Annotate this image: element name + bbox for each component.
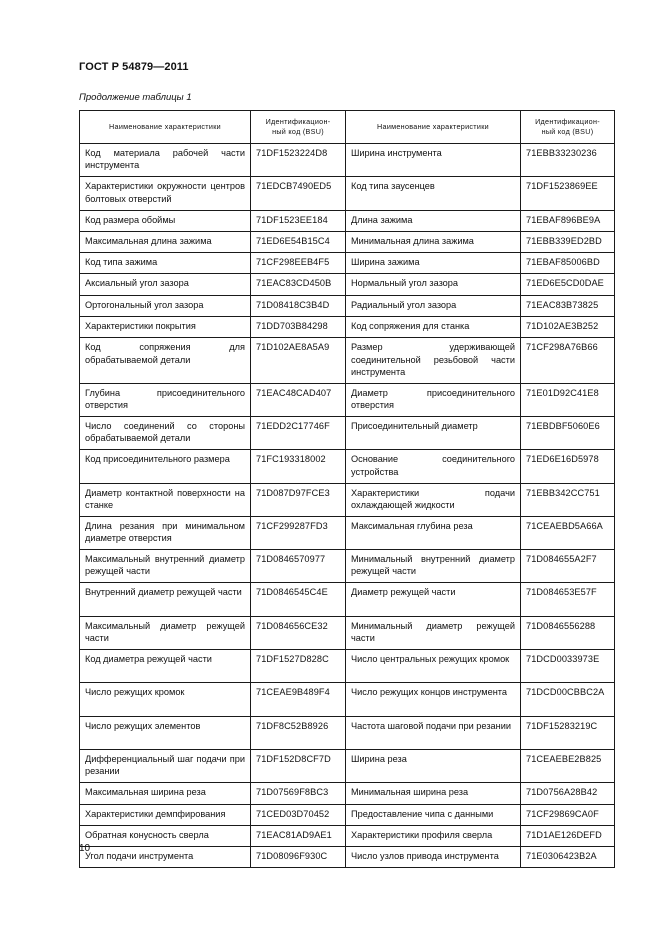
column-header-code-2: Идентификацион- ный код (BSU) <box>521 111 615 144</box>
bsu-code-cell: 71DF8C52B8926 <box>251 716 346 749</box>
characteristic-name-cell: Минимальный диаметр режущей части <box>346 616 521 649</box>
characteristic-name-cell: Код типа заусенцев <box>346 177 521 210</box>
document-standard-title: ГОСТ Р 54879—2011 <box>79 61 189 73</box>
characteristic-name-cell: Максимальный внутренний диаметр режущей части <box>80 550 251 583</box>
bsu-code-cell: 71CED03D70452 <box>251 804 346 825</box>
characteristic-name-cell: Минимальная длина зажима <box>346 231 521 252</box>
characteristic-name-cell: Характеристики окружности центров болтовых отверстий <box>80 177 251 210</box>
bsu-code-cell: 71CF298A76B66 <box>521 338 615 383</box>
bsu-code-cell: 71ED6E5CD0DAE <box>521 274 615 295</box>
characteristic-name-cell: Присоединительный диаметр <box>346 416 521 449</box>
characteristics-table <box>79 110 615 868</box>
characteristic-name-cell: Код сопряжения для обрабатываемой детали <box>80 338 251 383</box>
table-row <box>80 210 615 231</box>
table-row <box>80 338 615 383</box>
table-row <box>80 783 615 804</box>
bsu-code-cell: 71EBAF85006BD <box>521 253 615 274</box>
table-row <box>80 616 615 649</box>
bsu-code-cell: 71DD703B84298 <box>251 317 346 338</box>
characteristic-name-cell: Код материала рабочей части инструмента <box>80 144 251 177</box>
bsu-code-cell: 71D102AE3B252 <box>521 317 615 338</box>
table-row <box>80 274 615 295</box>
bsu-code-cell: 71CEAE9B489F4 <box>251 683 346 716</box>
bsu-code-cell: 71EBB33230236 <box>521 144 615 177</box>
bsu-code-cell: 71CF29869CA0F <box>521 804 615 825</box>
characteristic-name-cell: Максимальная ширина реза <box>80 783 251 804</box>
characteristic-name-cell: Число центральных режущих кромок <box>346 650 521 683</box>
table-row <box>80 804 615 825</box>
table-row <box>80 450 615 483</box>
characteristic-name-cell: Число режущих кромок <box>80 683 251 716</box>
table-row <box>80 383 615 416</box>
bsu-code-cell: 71D0756A28B42 <box>521 783 615 804</box>
characteristic-name-cell: Угол подачи инструмента <box>80 847 251 868</box>
bsu-code-cell: 71D08418C3B4D <box>251 295 346 316</box>
characteristic-name-cell: Код типа зажима <box>80 253 251 274</box>
characteristic-name-cell: Внутренний диаметр режущей части <box>80 583 251 616</box>
characteristic-name-cell: Частота шаговой подачи при резании <box>346 716 521 749</box>
table-body <box>80 144 615 868</box>
bsu-code-cell: 71D1AE126DEFD <box>521 825 615 846</box>
characteristic-name-cell: Длина зажима <box>346 210 521 231</box>
characteristic-name-cell: Ортогональный угол зазора <box>80 295 251 316</box>
table-row <box>80 317 615 338</box>
table-row <box>80 253 615 274</box>
bsu-code-cell: 71D08096F930C <box>251 847 346 868</box>
table-row <box>80 716 615 749</box>
bsu-code-cell: 71EBB339ED2BD <box>521 231 615 252</box>
table-row <box>80 231 615 252</box>
characteristic-name-cell: Нормальный угол зазора <box>346 274 521 295</box>
bsu-code-cell: 71DF1523EE184 <box>251 210 346 231</box>
bsu-code-cell: 71DCD0033973E <box>521 650 615 683</box>
table-row <box>80 847 615 868</box>
characteristic-name-cell: Основание соединительного устройства <box>346 450 521 483</box>
table-row <box>80 650 615 683</box>
characteristic-name-cell: Ширина зажима <box>346 253 521 274</box>
table-row <box>80 483 615 516</box>
characteristic-name-cell: Размер удерживающей соединительной резьбовой части инструмента <box>346 338 521 383</box>
bsu-code-cell: 71DF15283219C <box>521 716 615 749</box>
bsu-code-cell: 71D0846570977 <box>251 550 346 583</box>
bsu-code-cell: 71EDCB7490ED5 <box>251 177 346 210</box>
characteristic-name-cell: Код диаметра режущей части <box>80 650 251 683</box>
table-row <box>80 583 615 616</box>
characteristic-name-cell: Минимальная ширина реза <box>346 783 521 804</box>
table-row <box>80 749 615 782</box>
characteristic-name-cell: Код сопряжения для станка <box>346 317 521 338</box>
bsu-code-cell: 71DF1523869EE <box>521 177 615 210</box>
characteristic-name-cell: Число узлов привода инструмента <box>346 847 521 868</box>
characteristic-name-cell: Обратная конусность сверла <box>80 825 251 846</box>
characteristic-name-cell: Длина резания при минимальном диаметре отверстия <box>80 516 251 549</box>
table-row <box>80 416 615 449</box>
characteristic-name-cell: Максимальная длина зажима <box>80 231 251 252</box>
column-header-code-1: Идентификацион- ный код (BSU) <box>251 111 346 144</box>
table-row <box>80 177 615 210</box>
characteristic-name-cell: Диаметр режущей части <box>346 583 521 616</box>
characteristic-name-cell: Число режущих элементов <box>80 716 251 749</box>
bsu-code-cell: 71EAC83B73825 <box>521 295 615 316</box>
column-header-name-1: Наименование характеристики <box>80 111 251 144</box>
bsu-code-cell: 71EAC83CD450B <box>251 274 346 295</box>
bsu-code-cell: 71D0846545C4E <box>251 583 346 616</box>
characteristic-name-cell: Минимальный внутренний диаметр режущей части <box>346 550 521 583</box>
table-row <box>80 825 615 846</box>
characteristic-name-cell: Дифференциальный шаг подачи при резании <box>80 749 251 782</box>
characteristic-name-cell: Глубина присоединительного отверстия <box>80 383 251 416</box>
bsu-code-cell: 71FC193318002 <box>251 450 346 483</box>
bsu-code-cell: 71D07569F8BC3 <box>251 783 346 804</box>
characteristic-name-cell: Диаметр контактной поверхности на станке <box>80 483 251 516</box>
page-number: 10 <box>79 843 91 854</box>
table-header-row <box>80 111 615 144</box>
bsu-code-cell: 71EBB342CC751 <box>521 483 615 516</box>
characteristic-name-cell: Число режущих концов инструмента <box>346 683 521 716</box>
bsu-code-cell: 71CEAEBD5A66A <box>521 516 615 549</box>
bsu-code-cell: 71EBAF896BE9A <box>521 210 615 231</box>
bsu-code-cell: 71DCD00CBBC2A <box>521 683 615 716</box>
bsu-code-cell: 71D0846556288 <box>521 616 615 649</box>
bsu-code-cell: 71DF152D8CF7D <box>251 749 346 782</box>
characteristic-name-cell: Характеристики профиля сверла <box>346 825 521 846</box>
bsu-code-cell: 71EAC48CAD407 <box>251 383 346 416</box>
bsu-code-cell: 71D084653E57F <box>521 583 615 616</box>
characteristic-name-cell: Максимальная глубина реза <box>346 516 521 549</box>
bsu-code-cell: 71E01D92C41E8 <box>521 383 615 416</box>
bsu-code-cell: 71ED6E16D5978 <box>521 450 615 483</box>
characteristic-name-cell: Код размера обоймы <box>80 210 251 231</box>
characteristic-name-cell: Аксиальный угол зазора <box>80 274 251 295</box>
table-row <box>80 144 615 177</box>
characteristic-name-cell: Код присоединительного размера <box>80 450 251 483</box>
characteristic-name-cell: Ширина инструмента <box>346 144 521 177</box>
bsu-code-cell: 71DF1527D828C <box>251 650 346 683</box>
characteristic-name-cell: Максимальный диаметр режущей части <box>80 616 251 649</box>
characteristic-name-cell: Радиальный угол зазора <box>346 295 521 316</box>
bsu-code-cell: 71D087D97FCE3 <box>251 483 346 516</box>
bsu-code-cell: 71CEAEBE2B825 <box>521 749 615 782</box>
characteristic-name-cell: Число соединений со стороны обрабатываемой детали <box>80 416 251 449</box>
bsu-code-cell: 71EAC81AD9AE1 <box>251 825 346 846</box>
characteristic-name-cell: Диаметр присоединительного отверстия <box>346 383 521 416</box>
bsu-code-cell: 71CF299287FD3 <box>251 516 346 549</box>
bsu-code-cell: 71EDD2C17746F <box>251 416 346 449</box>
table-row <box>80 295 615 316</box>
characteristic-name-cell: Характеристики покрытия <box>80 317 251 338</box>
bsu-code-cell: 71D084656CE32 <box>251 616 346 649</box>
table-continuation-caption: Продолжение таблицы 1 <box>79 92 192 103</box>
characteristic-name-cell: Характеристики демпфирования <box>80 804 251 825</box>
table-row <box>80 683 615 716</box>
table-row <box>80 516 615 549</box>
column-header-name-2: Наименование характеристики <box>346 111 521 144</box>
bsu-code-cell: 71E0306423B2A <box>521 847 615 868</box>
characteristic-name-cell: Предоставление чипа с данными <box>346 804 521 825</box>
bsu-code-cell: 71ED6E54B15C4 <box>251 231 346 252</box>
characteristic-name-cell: Характеристики подачи охлаждающей жидкости <box>346 483 521 516</box>
characteristic-name-cell: Ширина реза <box>346 749 521 782</box>
bsu-code-cell: 71D102AE8A5A9 <box>251 338 346 383</box>
bsu-code-cell: 71D084655A2F7 <box>521 550 615 583</box>
table-row <box>80 550 615 583</box>
bsu-code-cell: 71DF1523224D8 <box>251 144 346 177</box>
bsu-code-cell: 71EBDBF5060E6 <box>521 416 615 449</box>
bsu-code-cell: 71CF298EEB4F5 <box>251 253 346 274</box>
